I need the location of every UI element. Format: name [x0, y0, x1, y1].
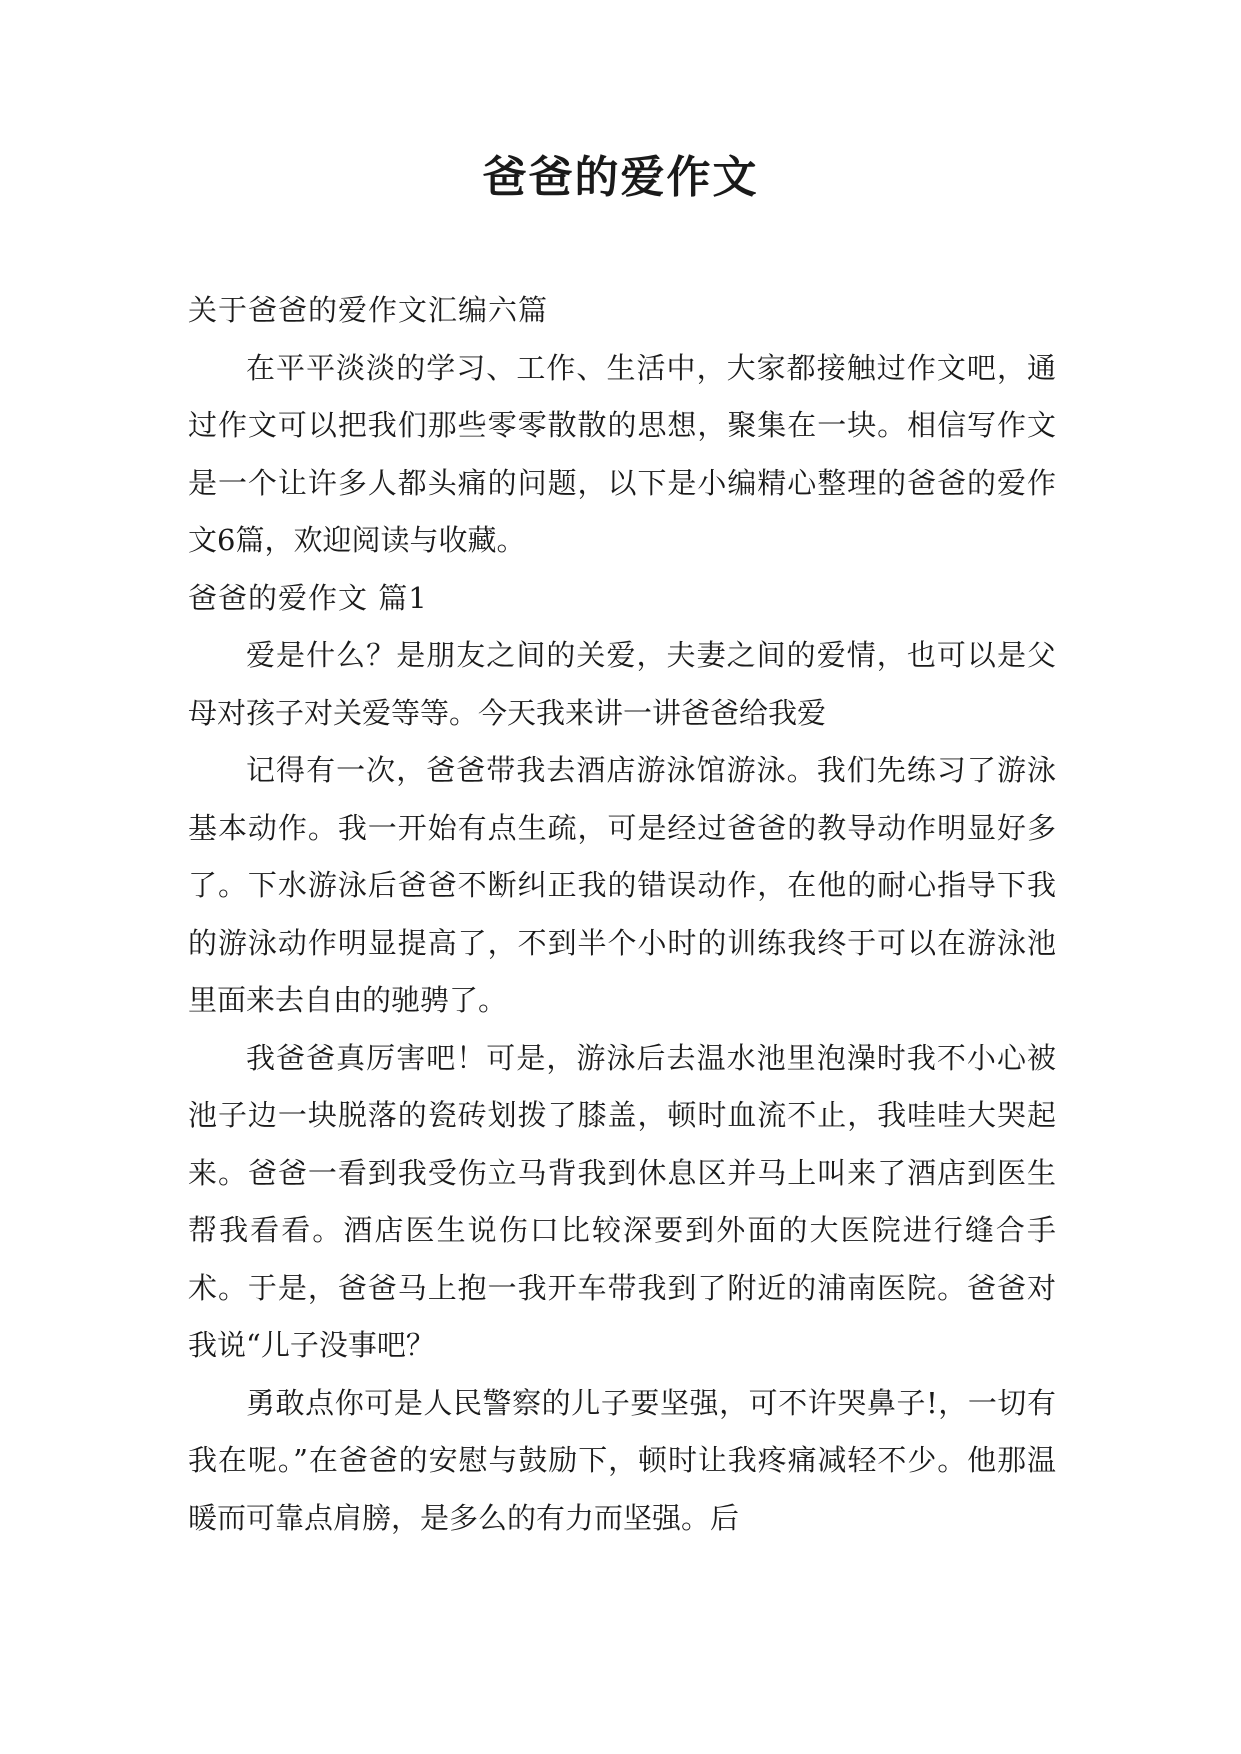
document-body	[188, 282, 1056, 1547]
body-paragraph: 记得有一次，爸爸带我去酒店游泳馆游泳。我们先练习了游泳基本动作。我一开始有点生疏，可是经过爸爸的教导动作明显好多了。下水游泳后爸爸不断纠正我的错误动作，在他的耐心指导下我的游泳动作明显提高了，不到半个小时的训练我终于可以在游泳池里面来去自由的驰骋了。	[188, 753, 1056, 1017]
document-title: 爸爸的爱作文	[482, 152, 759, 203]
section-heading: 爸爸的爱作文 篇1	[188, 580, 428, 615]
intro-paragraph: 在平平淡淡的学习、工作、生活中，大家都接触过作文吧，通过作文可以把我们那些零零散散的思想，聚集在一块。相信写作文是一个让许多人都头痛的问题，以下是小编精心整理的爸爸的爱作文6篇，欢迎阅读与收藏。	[188, 350, 1056, 557]
collection-subtitle: 关于爸爸的爱作文汇编六篇	[188, 293, 549, 327]
body-paragraph: 爱是什么？是朋友之间的关爱，夫妻之间的爱情，也可以是父母对孩子对关爱等等。今天我来讲一讲爸爸给我爱	[188, 638, 1056, 730]
body-paragraph: 我爸爸真厉害吧！可是，游泳后去温水池里泡澡时我不小心被池子边一块脱落的瓷砖划拨了膝盖，顿时血流不止，我哇哇大哭起来。爸爸一看到我受伤立马背我到休息区并马上叫来了酒店到医生帮我看看。酒店医生说伤口比较深要到外面的大医院进行缝合手术。于是，爸爸马上抱一我开车带我到了附近的浦南医院。爸爸对我说“儿子没事吧？	[188, 1040, 1056, 1362]
body-paragraph: 勇敢点你可是人民警察的儿子要坚强，可不许哭鼻子!，一切有我在呢。”在爸爸的安慰与鼓励下，顿时让我疼痛减轻不少。他那温暖而可靠点肩膀，是多么的有力而坚强。后	[188, 1385, 1056, 1535]
